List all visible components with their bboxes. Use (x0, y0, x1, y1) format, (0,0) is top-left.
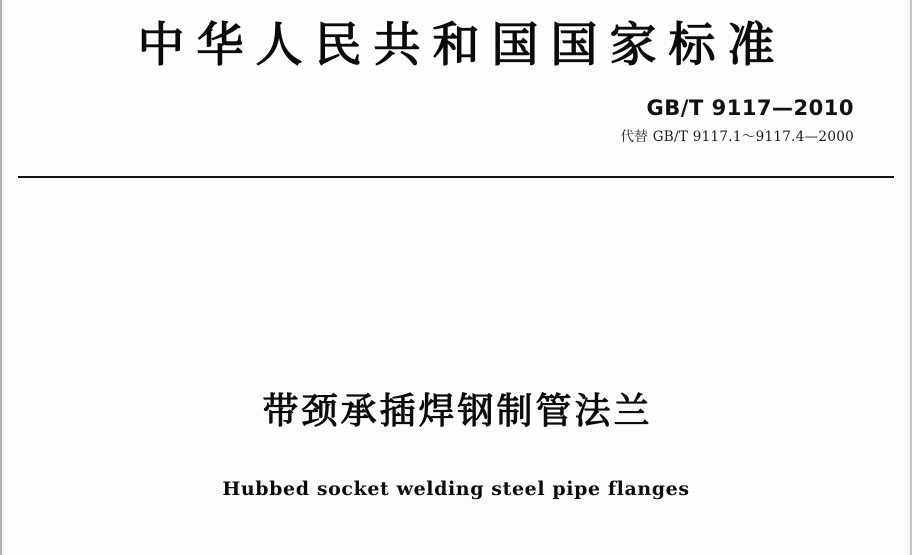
document-title-chinese: 带颈承插焊钢制管法兰 (262, 391, 653, 432)
header-divider-rule (18, 176, 894, 178)
standard-replaces-note: 代替 GB/T 9117.1～9117.4—2000 (620, 129, 854, 145)
standard-identification-block (621, 96, 854, 145)
page-right-shadow (902, 0, 912, 555)
page-left-shadow (0, 0, 8, 555)
document-title-english: Hubbed socket welding steel pipe flanges (222, 478, 690, 500)
standard-number: GB/T 9117—2010 (646, 96, 854, 120)
national-standard-header: 中华人民共和国国家标准 (137, 18, 787, 73)
